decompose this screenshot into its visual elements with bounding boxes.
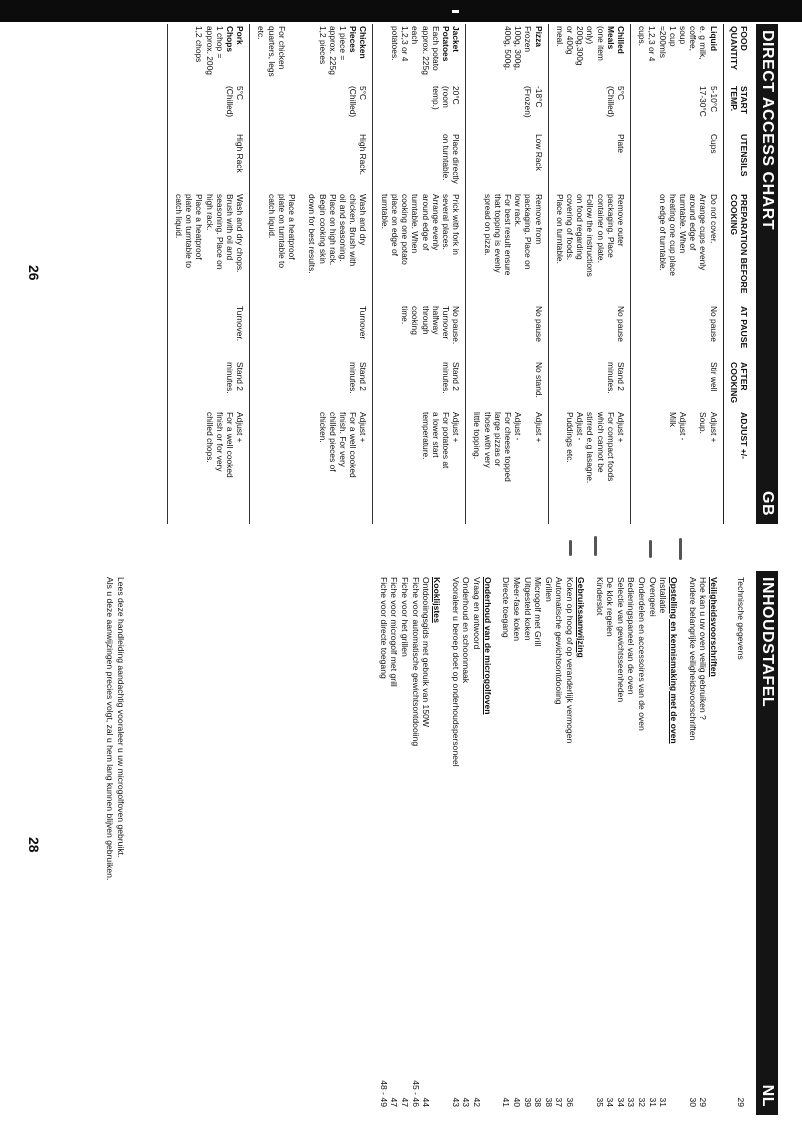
scan-mark (594, 536, 597, 556)
chart-title: DIRECT ACCESS CHART (759, 30, 776, 231)
toc-entry (378, 577, 389, 1107)
col-after: AFTER COOKING (723, 360, 752, 410)
cell-utensils: Cups (630, 132, 723, 192)
toc-entry-page: 40 (512, 1097, 523, 1107)
cell-temp: 5°C (Chilled) (167, 84, 249, 132)
toc-entry-text: Fiche voor directe toegang (378, 577, 389, 679)
toc-title: INHOUDSTAFEL (759, 577, 776, 708)
toc-entry-text: Hoe kan u uw oven veilig gebruiken ? (698, 577, 709, 720)
toc-entry-page: 47 (399, 1097, 410, 1107)
col-temp: START TEMP. (723, 84, 752, 132)
toc-entry-page: 42 (471, 1097, 482, 1107)
chart-header-row (723, 24, 752, 524)
chart-lang-label: GB (759, 491, 776, 516)
food-title: Pizza (533, 26, 544, 47)
toc-footnote (104, 577, 126, 1107)
toc-entry-page: 34 (605, 1097, 616, 1107)
food-quantity: Frozen 100g, 300g, 400g, 500g. (502, 26, 534, 71)
toc-entry-text: Grillen (543, 577, 554, 602)
col-adjust: ADJUST +/- (723, 410, 752, 524)
toc-entry-page: 41 (501, 1097, 512, 1107)
cell-pause: No pause (548, 304, 630, 360)
cell-prep: Do not cover. Arrange cups evenly around edge of turntable. When heating one cup place on edge of turntable. (630, 192, 723, 304)
food-quantity: e. g milk, coffee, soup 1 cup =200mls 1,2,3 or 4 cups. (637, 26, 709, 62)
cell-after: Stand 2 minutes. (167, 360, 249, 410)
food-quantity: Each potato approx. 225g each 1,2,3 or 4 potatoes. (389, 26, 441, 75)
cell-temp: 5°C (Chilled) (250, 84, 373, 132)
chart-body (167, 24, 723, 524)
toc-entry-text: Installatie (658, 577, 669, 614)
toc-entry-page: 43 (461, 1097, 472, 1107)
cell-after: Stir well (630, 360, 723, 410)
toc-entry-text: Onderdelen en accessoires van de oven (637, 577, 648, 731)
cell-prep: Remove outer packaging. Place container on plate. Follow the instructions on food regarding covering of foods. Place on turntable. (548, 192, 630, 304)
footnote-line-1: Lees deze handleiding aandachtig vooraleer u uw microgolfoven gebruikt. (116, 577, 126, 858)
toc-entry (399, 577, 410, 1107)
cell-after: Stand 2 minutes. (548, 360, 630, 410)
toc-entry (501, 577, 512, 1107)
cell-food (548, 24, 630, 84)
toc-entry (594, 577, 605, 1107)
toc-entry (512, 577, 523, 1107)
toc-entry-text: Koken op hoog of op veranderlijk vermogen (565, 577, 576, 744)
toc-entry (658, 577, 669, 1107)
toc-lang-label: NL (759, 1084, 776, 1107)
toc-entry-page: 45 - 46 (410, 1080, 421, 1107)
col-utensils: UTENSILS (723, 132, 752, 192)
toc-entry-page: 34 (615, 1097, 626, 1107)
toc-entry (450, 577, 461, 1107)
toc-entry (421, 577, 432, 1107)
cell-adjust: Adjust + Adjust - For cheese topped large pizzas or those with very little topping. (466, 410, 548, 524)
toc-entry-text: Vraag en antwoord (471, 577, 482, 650)
toc-entry (410, 577, 421, 1107)
food-quantity: (one item only) 200g,300g or 400g meal. (554, 26, 606, 66)
cell-utensils: Low Rack (466, 132, 548, 192)
cell-food (373, 24, 466, 84)
cell-pause: No pause (466, 304, 548, 360)
cell-after: No stand. (466, 360, 548, 410)
cell-after: Stand 2 minutes. (373, 360, 466, 410)
toc-entry-text: Meer-fase koken (512, 577, 523, 642)
toc-entry (554, 577, 565, 1107)
toc-entry-text: Fiche voor microgolf met grill (389, 577, 400, 687)
toc-title-bar (756, 571, 778, 1115)
toc-entry-text: Andere belangrijke veiligheidsvoorschriften (687, 577, 698, 741)
food-title: Chilled Meals (605, 26, 626, 54)
cell-adjust: Adjust + For a well cooked finish or for very chilled chops. (167, 410, 249, 524)
toc-entry (522, 577, 533, 1107)
toc-entry (471, 577, 482, 1107)
food-title: Liquid (708, 26, 719, 52)
toc-entry-text: Fiche voor het grillen (399, 577, 410, 657)
col-food: FOOD QUANTITY (723, 24, 752, 84)
toc-entry (687, 577, 698, 1107)
toc-section-heading: Kooklijstes (432, 577, 443, 623)
cell-food (630, 24, 723, 84)
toc-entry (735, 577, 746, 1107)
cell-temp: -18°C (Frozen) (466, 84, 548, 132)
toc-entry-page: 48 - 49 (378, 1080, 389, 1107)
page-number-left: 26 (26, 265, 42, 281)
cell-prep: Wash and dry chops. Brush with oil and seasoning. Place on high rack. Place a heatproof plate on turntable to catch liquid. (167, 192, 249, 304)
toc-entry-text: De klok regelen (605, 577, 616, 637)
page-28 (0, 567, 802, 1134)
toc-entry-page: 38 (533, 1097, 544, 1107)
toc-entry (564, 577, 575, 1107)
chart-row (630, 24, 723, 524)
cell-adjust: Adjust + For compact foods which cannot be stirred e.g lasagne. Adjust - Puddings etc. (548, 410, 630, 524)
toc-entry (533, 577, 544, 1107)
toc-entry-text: Ovengerei (647, 577, 658, 617)
toc-section-heading: Onderhoud van de microgolfoven (482, 577, 493, 715)
cell-temp: 5°C (Chilled) (548, 84, 630, 132)
food-quantity: 1 piece = approx. 225g 1,2 pieces For chicken quarters, legs etc. (256, 26, 349, 77)
cell-food (466, 24, 548, 84)
chart-row (250, 24, 373, 524)
toc-entry-page: 35 (594, 1097, 605, 1107)
cell-adjust: Adjust + For a well cooked finish. For very chilled pieces of chicken. (250, 410, 373, 524)
chart-row (466, 24, 548, 524)
toc-entry-text: Directe toegang (501, 577, 512, 638)
cell-pause: Turnover (250, 304, 373, 360)
cell-prep: Wash and dry chicken. Brush with oil and seasoning. Place on high rack. Begin cooking skin down for best results. Place a heatproof plate on turntable to catch liquid. (250, 192, 373, 304)
cell-pause: No pause. Turnover halfway through cooking time. (373, 304, 466, 360)
toc-entry-page: 29 (698, 1097, 709, 1107)
table-of-contents (378, 577, 746, 1107)
toc-entry-page: 30 (687, 1097, 698, 1107)
page-number-right: 28 (26, 837, 42, 853)
food-title: Pork Chops (225, 26, 246, 53)
toc-entry (626, 577, 637, 1107)
toc-entry (461, 577, 472, 1107)
col-pause: AT PAUSE (723, 304, 752, 360)
toc-entry-text: Onderhoud en schoonmaak (461, 577, 472, 684)
col-prep: PREPARATION BEFORE COOKING (723, 192, 752, 304)
cell-after: Stand 2 minutes. (250, 360, 373, 410)
toc-entry-page: 39 (522, 1097, 533, 1107)
scan-mark (679, 538, 682, 560)
cell-temp: 20°C (room temp.) (373, 84, 466, 132)
food-title: Jacket Potatoes (440, 26, 462, 62)
toc-entry-text: Microgolf met Grill (533, 577, 544, 647)
toc-entry-page: 47 (389, 1097, 400, 1107)
toc-entry-text: Fiche voor automatische gewichtsontdooiing (410, 577, 421, 747)
cell-prep: Remove from packaging. Place on low rack. For best result ensure that topping is evenly spread on pizza. (466, 192, 548, 304)
toc-entry-page: 31 (658, 1097, 669, 1107)
toc-entry-page: 43 (450, 1097, 461, 1107)
toc-entry-text: Bedieningspaneel van de oven (626, 577, 637, 695)
toc-entry-text: Kinderslot (594, 577, 605, 616)
toc-section-heading: Veiligheidsvoorschriften (709, 577, 720, 677)
cell-pause: Turnover. (167, 304, 249, 360)
toc-entry (605, 577, 616, 1107)
toc-entry-page: 29 (736, 1097, 746, 1107)
toc-entry-text: Vooraleer u beroep doet op onderhoudspersoneel (450, 577, 461, 767)
toc-entry-page: 32 (637, 1097, 648, 1107)
toc-section-heading: Gebruiksaanwijzing (576, 577, 587, 658)
chart-row (548, 24, 630, 524)
cell-food (250, 24, 373, 84)
toc-entry-page: 44 (421, 1097, 432, 1107)
toc-entry-page: 33 (626, 1097, 637, 1107)
toc-entry-page: 36 (565, 1097, 576, 1107)
toc-entry (698, 577, 709, 1107)
toc-entry (543, 577, 554, 1107)
toc-entry-text: Technische gegevens (736, 577, 746, 660)
toc-entry-page: 37 (554, 1097, 565, 1107)
cell-pause: No pause (630, 304, 723, 360)
toc-entry-text: Selectie van gewichtsseenheden (615, 577, 626, 703)
toc-entry (647, 577, 658, 1107)
chart-row (373, 24, 466, 524)
food-quantity: 1 chop = approx. 200g 1,2 chops (194, 26, 225, 75)
cell-temp: 5-10°C 17-30°C (630, 84, 723, 132)
cell-utensils: High Rack (167, 132, 249, 192)
footnote-line-2: Als u deze aanwijzingen precies volgt, zal u hem lang kunnen blijven gebruiken. (105, 577, 116, 881)
cell-adjust: Adjust + Soup. Adjust - Milk (630, 410, 723, 524)
cell-utensils: Place directly on turntable. (373, 132, 466, 192)
toc-entry (636, 577, 647, 1107)
chart-row (167, 24, 249, 524)
direct-access-chart (167, 24, 752, 524)
toc-entry-page: 31 (647, 1097, 658, 1107)
toc-entry (389, 577, 400, 1107)
scan-mark (649, 540, 652, 558)
chart-title-bar (756, 24, 778, 524)
toc-entry-page: 38 (543, 1097, 554, 1107)
cell-adjust: Adjust + For potatoes at a lower start temperature. (373, 410, 466, 524)
cell-prep: Prick with fork in several places. Arrange evenly around edge of turntable. When cooking one potato place on edge of turntable. (373, 192, 466, 304)
toc-entry-text: Uitgesteld koken (522, 577, 533, 641)
toc-entry-text: Ontdooiingsgids met gebruik van 150W (421, 577, 432, 727)
toc-entry (615, 577, 626, 1107)
cell-food (167, 24, 249, 84)
toc-section-heading: Opstelling en kennismaking met de oven (669, 577, 680, 744)
toc-entry-text: Automatische gewichtsontdooiing (554, 577, 565, 705)
cell-utensils: High Rack. (250, 132, 373, 192)
scan-mark (569, 540, 572, 556)
cell-utensils: Plate (548, 132, 630, 192)
food-title: Chicken Pieces (348, 26, 369, 59)
